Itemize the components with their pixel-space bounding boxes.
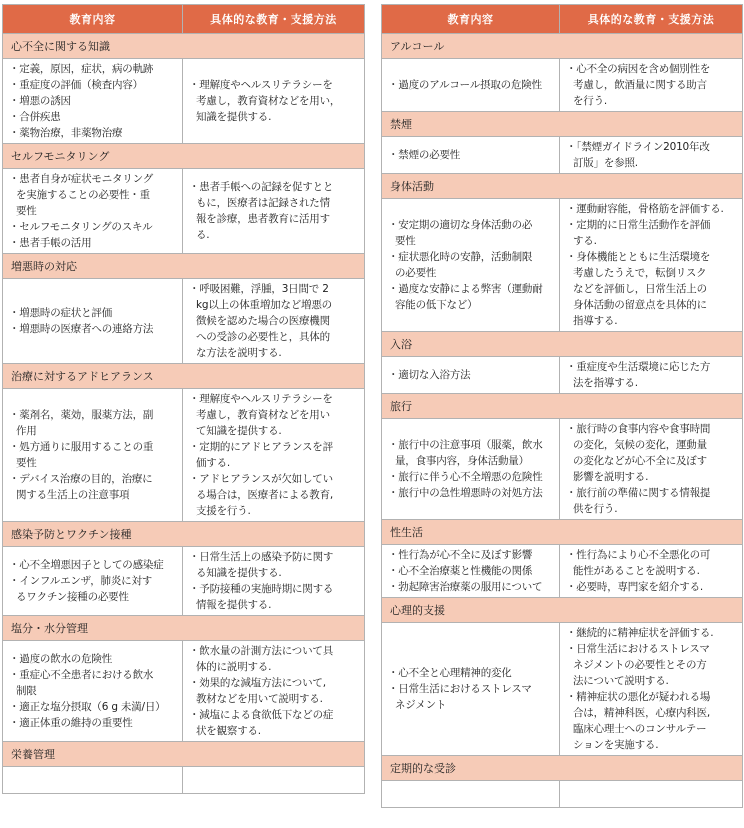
content-line: 量，食事内容，身体活動量）	[395, 455, 529, 467]
content-line: ・性行為が心不全に及ぼす影響	[388, 549, 533, 561]
content-line: ・適正な塩分摂取（6 g 未満/日）	[9, 701, 166, 713]
method-line: の変化，気候の変化，運動量	[573, 439, 707, 451]
method-line: 体的に説明する.	[196, 661, 272, 673]
method-line: ・理解度やヘルスリテラシーを	[189, 393, 333, 405]
education-content-cell	[382, 419, 560, 520]
method-line: 報を診療，患者教育に活用す	[196, 213, 330, 225]
method-line: ションを実施する.	[573, 739, 659, 751]
section-header-row	[3, 616, 365, 641]
content-line: を実施することの必要性・重	[16, 189, 150, 201]
education-table-right	[381, 4, 743, 808]
method-line: への受診の必要性と，具体的	[196, 331, 330, 343]
method-line: る場合は，医療者による教育,	[196, 489, 334, 501]
table-row	[3, 547, 365, 616]
content-line: 関する生活上の注意事項	[16, 489, 130, 501]
method-line: な方法を説明する.	[196, 347, 282, 359]
method-line: る.	[196, 229, 210, 241]
table-row	[382, 623, 743, 756]
table-row	[3, 641, 365, 742]
method-line: 価する.	[196, 457, 231, 469]
table-row	[382, 419, 743, 520]
method-line: を行う.	[573, 95, 608, 107]
content-line: ・デバイス治療の目的，治療に	[9, 473, 153, 485]
method-line: ・飲水量の計測方法について具	[189, 645, 333, 657]
education-content-cell	[3, 767, 183, 794]
method-line: 合は，精神科医，心療内科医,	[573, 707, 711, 719]
support-method-cell	[560, 357, 743, 394]
table-row	[382, 781, 743, 808]
content-line: ・重症心不全患者における飲水	[9, 669, 154, 681]
method-line: る知識を提供する.	[196, 567, 282, 579]
method-line: 法を指導する.	[573, 377, 638, 389]
support-method-cell	[183, 59, 365, 144]
section-header-row	[382, 112, 743, 137]
content-line: ・禁煙の必要性	[388, 149, 461, 161]
section-header-row	[382, 598, 743, 623]
content-line: 作用	[16, 425, 37, 437]
section-header-row	[382, 34, 743, 59]
method-line: ・アドヒアランスが欠如してい	[189, 473, 333, 485]
education-content-cell	[382, 137, 560, 174]
section-title: アルコール	[382, 34, 743, 59]
content-line: ・合併疾患	[9, 111, 61, 123]
method-line: 臨床心理士へのコンサルテー	[573, 723, 707, 735]
section-title: 塩分・水分管理	[3, 616, 365, 641]
table-row	[3, 279, 365, 364]
support-method-cell	[560, 419, 743, 520]
content-line: ・過度な安静による弊害（運動耐	[388, 283, 543, 295]
method-line: ・「禁煙ガイドライン2010年改	[566, 141, 710, 153]
content-line: の必要性	[395, 267, 437, 279]
section-header-row	[3, 144, 365, 169]
section-title: 入浴	[382, 332, 743, 357]
section-header-row	[382, 174, 743, 199]
section-header-row	[3, 522, 365, 547]
content-line: ・増悪時の医療者への連絡方法	[9, 323, 154, 335]
content-line: ・処方通りに服用することの重	[9, 441, 154, 453]
education-content-cell	[3, 169, 183, 254]
content-line: ・日常生活におけるストレスマ	[388, 683, 532, 695]
education-content-cell	[382, 781, 560, 808]
method-line: ・患者手帳への記録を促すとと	[189, 181, 334, 193]
section-title: 治療に対するアドヒアランス	[3, 364, 365, 389]
education-content-cell	[3, 389, 183, 522]
method-line: ・性行為により心不全悪化の可	[566, 549, 711, 561]
support-method-cell	[560, 137, 743, 174]
content-line: ・適正体重の維持の重要性	[9, 717, 133, 729]
method-line: ・呼吸困難，浮腫，3日間で 2	[189, 283, 329, 295]
method-line: ・日常生活上の感染予防に関す	[189, 551, 334, 563]
method-line: ・効果的な減塩方法について,	[189, 677, 326, 689]
content-line: ・薬物治療，非薬物治療	[9, 127, 123, 139]
content-line: ・過度の飲水の危険性	[9, 653, 112, 665]
support-method-cell	[183, 641, 365, 742]
method-line: 状を観察する.	[196, 725, 261, 737]
method-line: 指導する.	[573, 315, 618, 327]
header-support-method: 具体的な教育・支援方法	[183, 5, 365, 34]
education-content-cell	[382, 199, 560, 332]
education-content-cell	[3, 641, 183, 742]
method-line: kg以上の体重増加など増悪の	[196, 299, 332, 311]
section-title: 定期的な受診	[382, 756, 743, 781]
method-line: 法について説明する.	[573, 675, 669, 687]
method-line: ・継続的に精神症状を評価する.	[566, 627, 714, 639]
method-line: 訂版」を参照.	[573, 157, 638, 169]
content-line: 容能の低下など）	[395, 299, 478, 311]
method-line: 徴候を認めた場合の医療機関	[196, 315, 330, 327]
section-header-row	[382, 332, 743, 357]
content-line: ・勃起障害治療薬の服用について	[388, 581, 543, 593]
content-line: ・増悪時の症状と評価	[9, 307, 112, 319]
content-line: 要性	[16, 457, 37, 469]
support-method-cell	[560, 545, 743, 598]
method-line: 情報を提供する.	[196, 599, 272, 611]
method-line: て知識を提供する.	[196, 425, 282, 437]
method-line: 考慮し，飲酒量に関する助言	[573, 79, 707, 91]
section-header-row	[3, 254, 365, 279]
section-title: 増悪時の対応	[3, 254, 365, 279]
method-line: ・旅行時の食事内容や食事時間	[566, 423, 711, 435]
education-content-cell	[3, 59, 183, 144]
table-row	[3, 767, 365, 794]
table-row	[382, 357, 743, 394]
section-title: 禁煙	[382, 112, 743, 137]
content-line: ・心不全治療薬と性機能の関係	[388, 565, 533, 577]
content-line: ・増悪の誘因	[9, 95, 71, 107]
method-line: ・重症度や生活環境に応じた方	[566, 361, 711, 373]
method-line: ・心不全の病因を含め個別性を	[566, 63, 711, 75]
content-line: ・適切な入浴方法	[388, 369, 471, 381]
table-header-row	[382, 5, 743, 34]
method-line: ・必要時，専門家を紹介する.	[566, 581, 704, 593]
section-title: 身体活動	[382, 174, 743, 199]
method-line: 考慮し，教育資材などを用い	[196, 409, 330, 421]
content-line: 要性	[395, 235, 416, 247]
support-method-cell	[183, 279, 365, 364]
section-title: 栄養管理	[3, 742, 365, 767]
content-line: ・旅行に伴う心不全増悪の危険性	[388, 471, 543, 483]
method-line: ・精神症状の悪化が疑われる場	[566, 691, 711, 703]
table-row	[382, 59, 743, 112]
method-line: 供を行う.	[573, 503, 618, 515]
section-title: 旅行	[382, 394, 743, 419]
header-education-content: 教育内容	[3, 5, 183, 34]
method-line: 影響を説明する.	[573, 471, 649, 483]
support-method-cell	[560, 59, 743, 112]
content-line: ・旅行中の急性増悪時の対処方法	[388, 487, 543, 499]
section-header-row	[3, 742, 365, 767]
method-line: 知識を提供する.	[196, 111, 272, 123]
method-line: 身体活動の留意点を具体的に	[573, 299, 707, 311]
section-header-row	[382, 756, 743, 781]
section-title: 性生活	[382, 520, 743, 545]
education-content-cell	[382, 357, 560, 394]
support-method-cell	[560, 199, 743, 332]
support-method-cell	[183, 547, 365, 616]
method-line: ・日常生活におけるストレスマ	[566, 643, 710, 655]
content-line: ・定義，原因，症状，病の軌跡	[9, 63, 154, 75]
content-line: ・旅行中の注意事項（服薬，飲水	[388, 439, 543, 451]
support-method-cell	[183, 389, 365, 522]
method-line: ・身体機能とともに生活環境を	[566, 251, 711, 263]
table-header-row	[3, 5, 365, 34]
method-line: ・定期的に日常生活動作を評価	[566, 219, 711, 231]
table-row	[382, 137, 743, 174]
table-row	[382, 545, 743, 598]
support-method-cell	[560, 781, 743, 808]
education-content-cell	[382, 623, 560, 756]
education-content-cell	[382, 545, 560, 598]
content-line: ・安定期の適切な身体活動の必	[388, 219, 533, 231]
method-line: ネジメントの必要性とその方	[573, 659, 707, 671]
content-line: 制限	[16, 685, 37, 697]
content-line: ・症状悪化時の安静，活動制限	[388, 251, 533, 263]
table-row	[382, 199, 743, 332]
content-line: るワクチン接種の必要性	[16, 591, 129, 603]
method-line: ・運動耐容能，骨格筋を評価する.	[566, 203, 724, 215]
method-line: 支援を行う.	[196, 505, 251, 517]
section-title: 心不全に関する知識	[3, 34, 365, 59]
content-line: ・重症度の評価（検査内容）	[9, 79, 143, 91]
content-line: ・薬剤名，薬効，服薬方法，副	[9, 409, 154, 421]
method-line: ・予防接種の実施時期に関する	[189, 583, 334, 595]
method-line: ・定期的にアドヒアランスを評	[189, 441, 333, 453]
section-title: 心理的支援	[382, 598, 743, 623]
method-line: 教材などを用いて説明する.	[196, 693, 323, 705]
method-line: などを評価し，日常生活上の	[573, 283, 707, 295]
section-header-row	[382, 394, 743, 419]
header-education-content: 教育内容	[382, 5, 560, 34]
content-line: ・過度のアルコール摂取の危険性	[388, 79, 542, 91]
content-line: ・心不全増悪因子としての感染症	[9, 559, 164, 571]
method-line: ・減塩による食欲低下などの症	[189, 709, 334, 721]
table-row	[3, 389, 365, 522]
section-header-row	[3, 364, 365, 389]
section-header-row	[382, 520, 743, 545]
education-content-cell	[3, 279, 183, 364]
method-line: もに，医療者は記録された情	[196, 197, 330, 209]
support-method-cell	[183, 169, 365, 254]
section-header-row	[3, 34, 365, 59]
header-support-method: 具体的な教育・支援方法	[560, 5, 743, 34]
support-method-cell	[183, 767, 365, 794]
method-line: 考慮したうえで，転倒リスク	[573, 267, 707, 279]
content-line: ・セルフモニタリングのスキル	[9, 221, 153, 233]
method-line: ・旅行前の準備に関する情報提	[566, 487, 711, 499]
education-content-cell	[3, 547, 183, 616]
content-line: 要性	[16, 205, 37, 217]
section-title: 感染予防とワクチン接種	[3, 522, 365, 547]
education-table-left	[2, 4, 365, 794]
method-line: する.	[573, 235, 597, 247]
education-content-cell	[382, 59, 560, 112]
method-line: 能性があることを説明する.	[573, 565, 700, 577]
support-method-cell	[560, 623, 743, 756]
content-line: ・インフルエンザ，肺炎に対す	[9, 575, 153, 587]
section-title: セルフモニタリング	[3, 144, 365, 169]
table-row	[3, 169, 365, 254]
method-line: ・理解度やヘルスリテラシーを	[189, 79, 333, 91]
table-row	[3, 59, 365, 144]
content-line: ネジメント	[395, 699, 447, 711]
method-line: の変化などが心不全に及ぼす	[573, 455, 707, 467]
content-line: ・心不全と心理精神的変化	[388, 667, 512, 679]
method-line: 考慮し，教育資材などを用い，	[196, 95, 341, 107]
content-line: ・患者手帳の活用	[9, 237, 92, 249]
content-line: ・患者自身が症状モニタリング	[9, 173, 153, 185]
